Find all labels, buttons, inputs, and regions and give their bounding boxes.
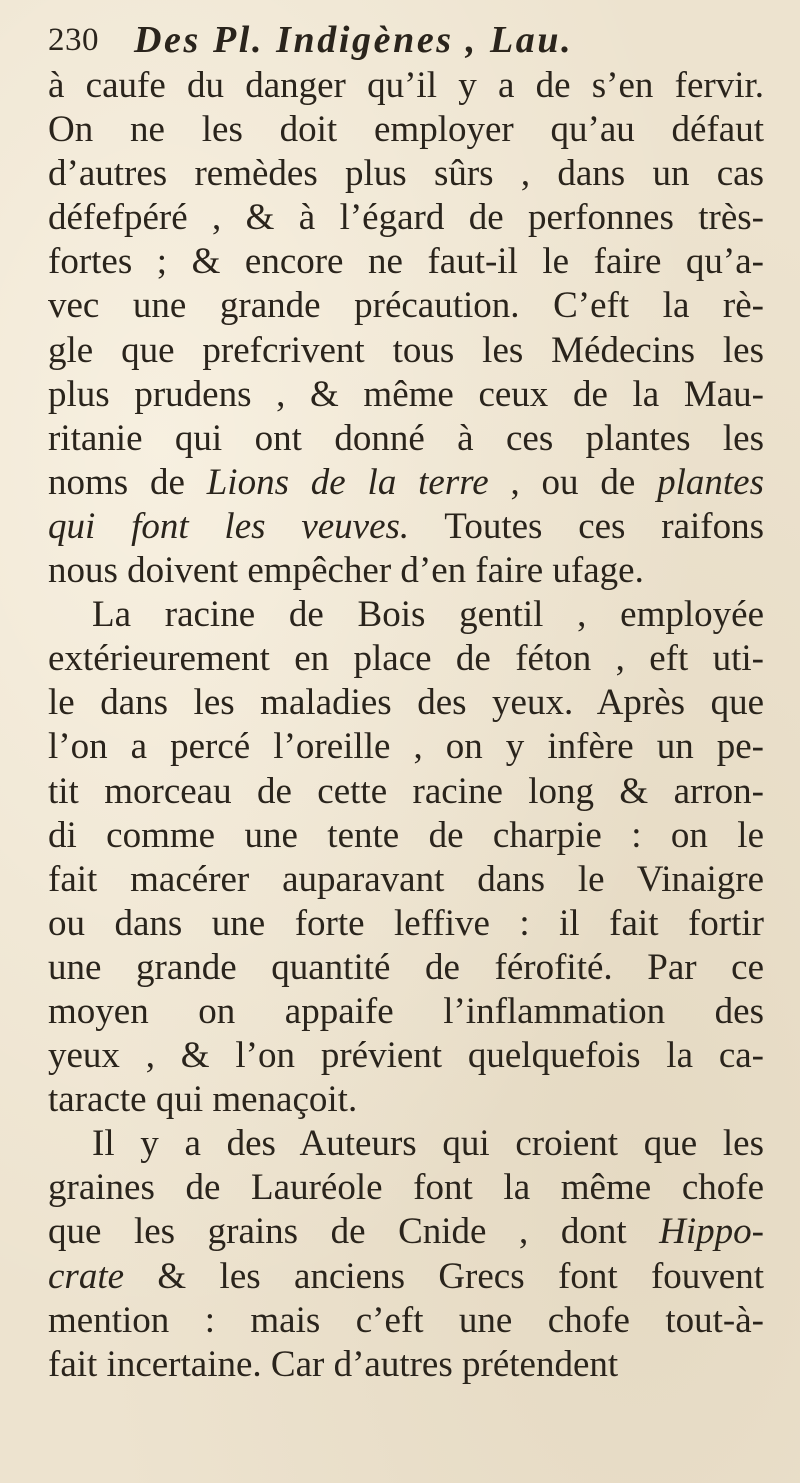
text-line [48, 1166, 764, 1210]
text-line [48, 196, 764, 240]
text-line [48, 1122, 764, 1166]
text-line [48, 593, 764, 637]
text-segment: noms de [48, 461, 207, 503]
text-segment: gle que prefcrivent tous les Médecins les [48, 329, 764, 371]
italic-text: plantes [657, 461, 764, 503]
text-segment: fait incertaine. Car d’autres prétendent [48, 1343, 619, 1385]
text-segment: di comme une tente de charpie : on le [48, 814, 764, 856]
text-segment: On ne les doit employer qu’au défaut [48, 109, 764, 151]
text-segment: une grande quantité de férofité. Par ce [48, 946, 764, 988]
text-line [48, 549, 764, 593]
italic-text: qui font les veuves. [48, 505, 410, 547]
text-line [48, 1343, 764, 1387]
text-line [48, 1299, 764, 1343]
italic-text: Hippo- [659, 1211, 764, 1253]
text-segment: taracte qui menaçoit. [48, 1079, 358, 1121]
text-segment: d’autres remèdes plus sûrs , dans un cas [48, 153, 764, 195]
text-segment: moyen on appaife l’inflammation des [48, 990, 764, 1032]
text-segment: Toutes ces raifons [409, 505, 764, 547]
text-segment: yeux , & l’on prévient quelquefois la ca- [48, 1035, 764, 1077]
text-line [48, 152, 764, 196]
text-segment: l’on a percé l’oreille , on y infère un pe- [48, 726, 764, 768]
text-segment: mention : mais c’eft une chofe tout-à- [48, 1299, 764, 1341]
text-segment: ou dans une forte leffive : il fait fortir [48, 902, 764, 944]
text-segment: , ou de [488, 461, 658, 503]
text-segment: extérieurement en place de féton , eft uti- [48, 638, 764, 680]
text-line [48, 1078, 764, 1122]
text-line [48, 329, 764, 373]
paragraph [48, 64, 764, 593]
text-line [48, 902, 764, 946]
paragraph [48, 593, 764, 1122]
text-segment: nous doivent empêcher d’en faire ufage. [48, 550, 644, 592]
text-line [48, 373, 764, 417]
body-text [48, 64, 764, 1387]
text-segment: le dans les maladies des yeux. Après que [48, 682, 764, 724]
text-line [48, 946, 764, 990]
text-line [48, 725, 764, 769]
text-segment: & les anciens Grecs font fouvent [124, 1255, 764, 1297]
text-segment: fortes ; & encore ne faut-il le faire qu’a- [48, 241, 764, 283]
text-line [48, 240, 764, 284]
text-line [48, 1210, 764, 1254]
text-line [48, 461, 764, 505]
text-segment: plus prudens , & même ceux de la Mau- [48, 373, 764, 415]
page-number: 230 [48, 22, 99, 58]
text-segment: que les grains de Cnide , dont [48, 1211, 660, 1253]
text-line [48, 1034, 764, 1078]
italic-text: crate [48, 1255, 125, 1297]
text-line [48, 637, 764, 681]
paragraph [48, 1122, 764, 1387]
text-segment: ritanie qui ont donné à ces plantes les [48, 417, 764, 459]
running-head [48, 12, 768, 64]
text-line [48, 990, 764, 1034]
text-line [48, 505, 764, 549]
text-segment: vec une grande précaution. C’eft la rè- [48, 285, 764, 327]
text-segment: défefpéré , & à l’égard de perfonnes très- [48, 197, 764, 239]
text-segment: tit morceau de cette racine long & arron- [48, 770, 764, 812]
text-line [48, 814, 764, 858]
text-line [48, 284, 764, 328]
text-line [48, 1255, 764, 1299]
text-segment: graines de Lauréole font la même chofe [48, 1167, 764, 1209]
text-line [48, 681, 764, 725]
italic-text: Lions de la terre [206, 461, 489, 503]
text-segment: La racine de Bois gentil , employée [92, 594, 764, 636]
text-segment: à caufe du danger qu’il y a de s’en fervir. [48, 65, 764, 106]
text-line [48, 858, 764, 902]
text-line [48, 64, 764, 108]
text-segment: Il y a des Auteurs qui croient que les [92, 1123, 764, 1165]
text-line [48, 770, 764, 814]
text-line [48, 108, 764, 152]
text-segment: fait macérer auparavant dans le Vinaigre [48, 858, 764, 900]
running-title: Des Pl. Indigènes , Lau. [134, 19, 574, 61]
text-line [48, 417, 764, 461]
